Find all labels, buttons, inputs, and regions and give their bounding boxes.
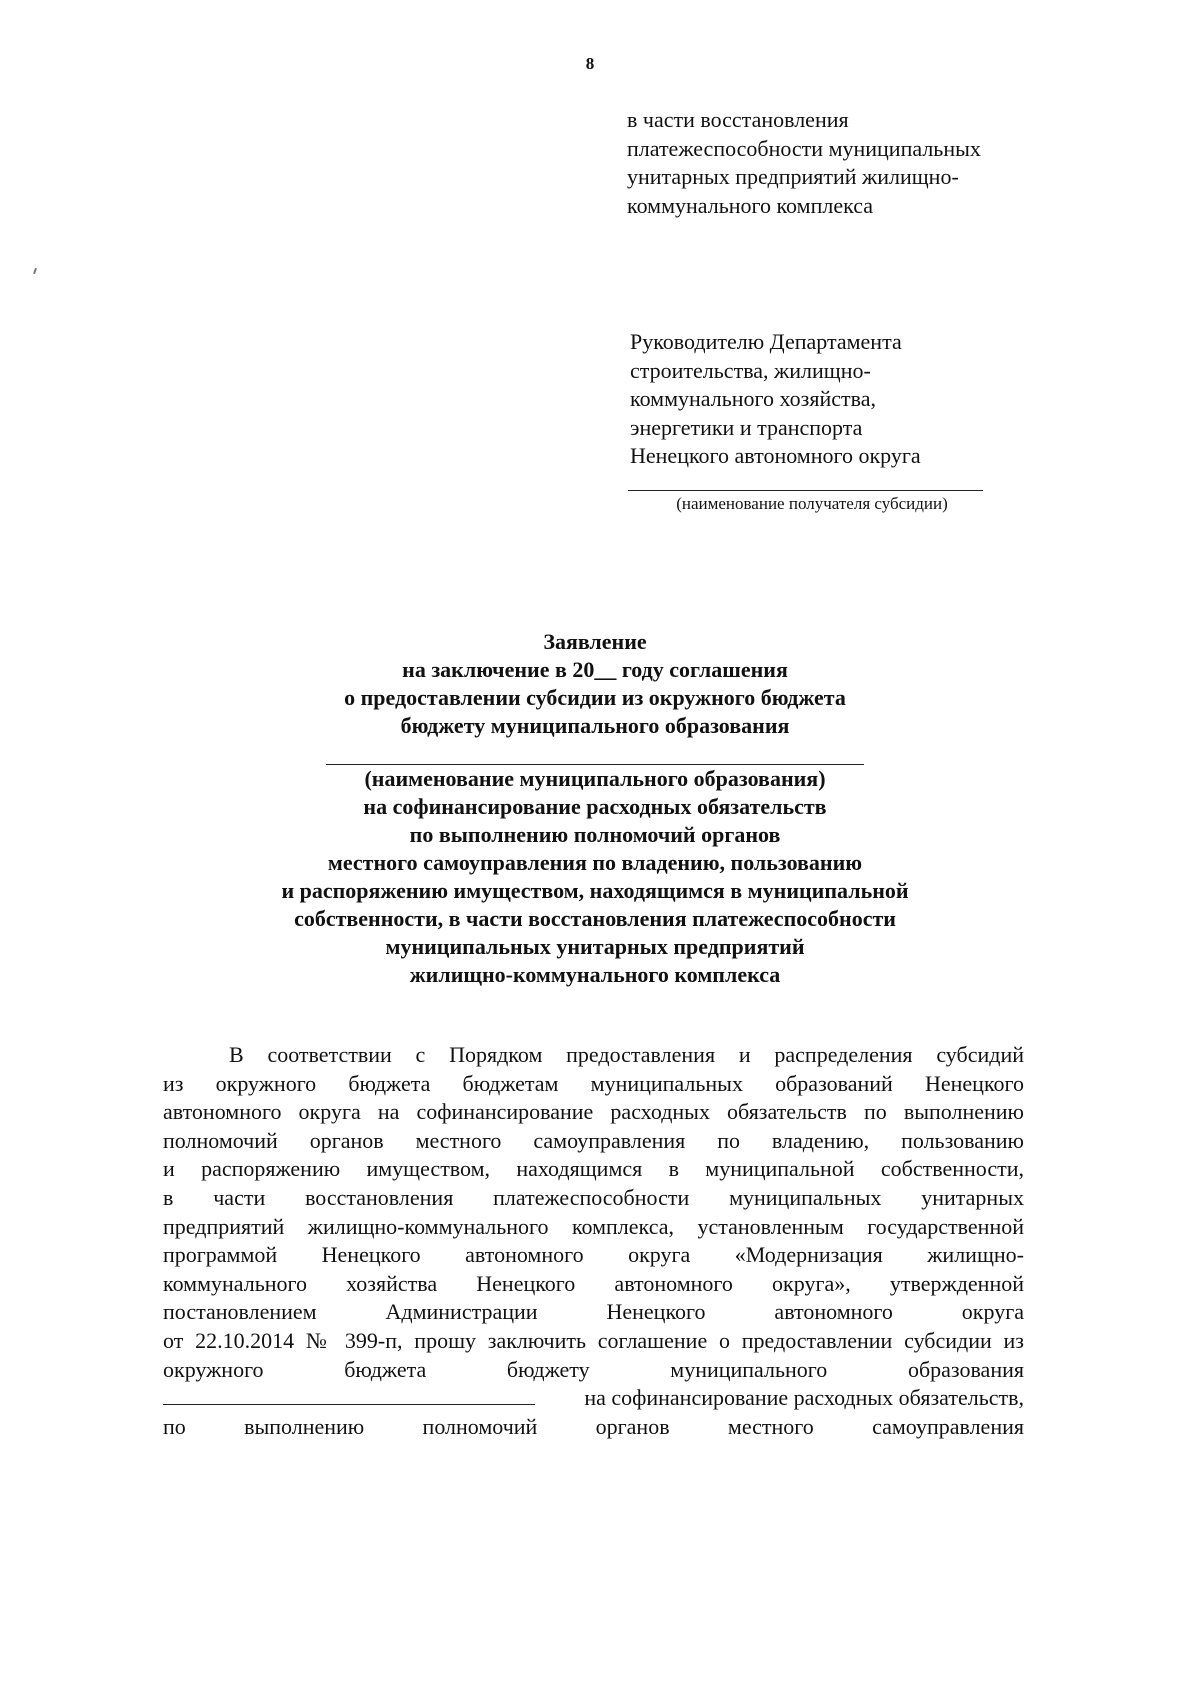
body-line-with-blank (163, 1384, 1024, 1413)
addressee-line: энергетики и транспорта (630, 414, 863, 440)
body-line: предприятий жилищно-коммунального комплекса, установленным государственной (163, 1213, 1024, 1239)
subtitle-line: муниципальных унитарных предприятий (385, 934, 805, 959)
body-line: окружного бюджета бюджету муниципального образования (163, 1356, 1024, 1382)
addressee-line: Руководителю Департамента (630, 329, 902, 354)
body-line: программой Ненецкого автономного округа «Модернизация жилищно- (163, 1242, 1024, 1268)
body-line: из окружного бюджета бюджетам муниципальных образований Ненецкого (163, 1070, 1024, 1096)
body-line: полномочий органов местного самоуправления по владению, пользованию (163, 1127, 1024, 1153)
header-line: в части восстановления (627, 107, 849, 132)
body-line-tail: на софинансирование расходных обязательств, (584, 1385, 1024, 1411)
subtitle-line: по выполнению полномочий органов (409, 822, 781, 847)
header-line: платежеспособности муниципальных (627, 135, 981, 161)
addressee-line: коммунального хозяйства, (630, 386, 876, 411)
body-line: в части восстановления платежеспособности муниципальных унитарных (163, 1184, 1024, 1210)
subtitle-line: и распоряжению имуществом, находящимся в муниципальной (281, 878, 909, 903)
recipient-name-caption: (наименование получателя субсидии) (676, 494, 948, 513)
municipality-blank-line (163, 1386, 535, 1405)
subtitle-line: на софинансирование расходных обязательств (363, 794, 827, 819)
title-line: бюджету муниципального образования (400, 713, 790, 738)
body-line: и распоряжению имуществом, находящимся в муниципальной собственности, (163, 1156, 1024, 1182)
subtitle-line: жилищно-коммунального комплекса (409, 962, 781, 987)
addressee-block (630, 328, 921, 471)
addressee-line: строительства, жилищно- (630, 357, 871, 383)
body-line: В соответствии с Порядком предоставления и распределения субсидий (229, 1042, 1024, 1067)
title-line: на заключение в 20__ году соглашения (402, 657, 788, 682)
title-line: о предоставлении субсидии из окружного бюджета (344, 685, 846, 710)
document-title (190, 628, 1000, 740)
body-line: коммунального хозяйства Ненецкого автономного округа», утвержденной (163, 1270, 1024, 1296)
body-line: по выполнению полномочий органов местного самоуправления (163, 1413, 1024, 1439)
subtitle-line: (наименование муниципального образования) (364, 766, 826, 791)
body-line: автономного округа на софинансирование расходных обязательств по выполнению (163, 1099, 1024, 1125)
subtitle-line: местного самоуправления по владению, пользованию (327, 850, 863, 875)
recipient-name-blank-line (628, 490, 983, 491)
document-subtitle (190, 765, 1000, 989)
title-line: Заявление (543, 629, 647, 654)
header-line: унитарных предприятий жилищно- (627, 164, 959, 189)
header-line: коммунального комплекса (627, 192, 874, 218)
subtitle-line: собственности, в части восстановления платежеспособности (294, 906, 896, 931)
addressee-line: Ненецкого автономного округа (630, 443, 921, 468)
body-line: от 22.10.2014 № 399-п, прошу заключить соглашение о предоставлении субсидии из (163, 1327, 1024, 1353)
body-line: постановлением Администрации Ненецкого автономного округа (163, 1299, 1024, 1325)
document-header-reference (627, 106, 981, 220)
body-paragraph (163, 1041, 1024, 1441)
scan-speck (33, 268, 37, 274)
page-number: 8 (585, 54, 595, 73)
